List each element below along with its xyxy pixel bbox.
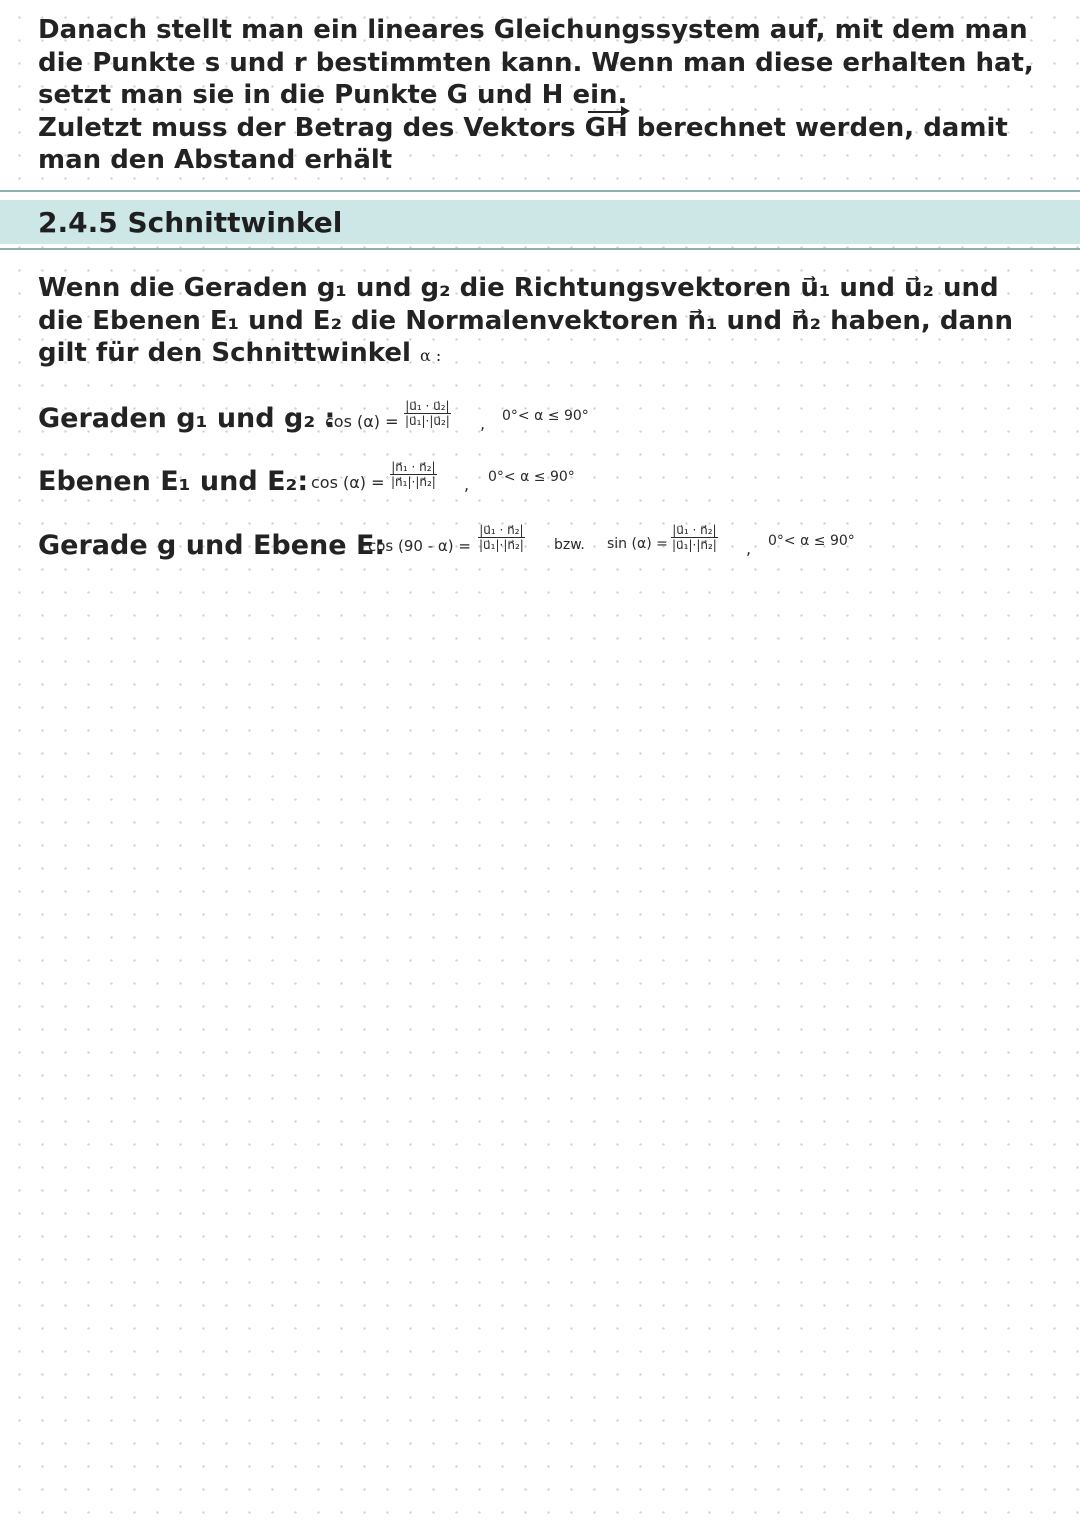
formula-label: Gerade g und Ebene E: [38, 530, 386, 561]
section-rule-top [0, 190, 1080, 192]
section-rule-bottom [0, 248, 1080, 250]
fraction-numerator: |n⃗₁ · n⃗₂| [391, 460, 436, 474]
formula-fraction [390, 460, 437, 489]
formula-separator: , [480, 414, 486, 433]
formula-separator: , [746, 539, 752, 558]
formula-label: Geraden g₁ und g₂ : [38, 403, 336, 434]
formula-planes [38, 460, 1038, 509]
fraction-denominator: |u⃗₁|·|u⃗₂| [405, 414, 450, 428]
vector-gh: GH [584, 112, 628, 143]
fraction-numerator: |u⃗₁ · n⃗₂| [672, 523, 717, 537]
formula-condition: 0°< α ≤ 90° [488, 469, 575, 485]
fraction-denominator: |u⃗₁|·|n⃗₂| [672, 538, 717, 552]
formula-lhs: cos (α) = [325, 412, 399, 431]
alpha-symbol: α : [420, 346, 442, 365]
formula-lhs-sine: sin (α) = [607, 536, 668, 552]
formula-or-word: bzw. [554, 537, 585, 553]
formula-lines [38, 399, 1038, 446]
fraction-denominator: |n⃗₁|·|n⃗₂| [391, 475, 436, 489]
formula-condition: 0°< α ≤ 90° [768, 533, 855, 549]
fraction-numerator: |u⃗₁ · u⃗₂| [405, 399, 450, 413]
intro-paragraph [38, 14, 1048, 177]
formula-lhs: cos (α) = [311, 473, 385, 492]
intro-text-2-end: berechnet werden, damit man den Abstand erhält [38, 112, 1008, 175]
formula-lhs: cos (90 - α) = [368, 537, 471, 555]
intro-text-2-start: Zuletzt muss der Betrag des Vektors [38, 112, 585, 143]
fraction-denominator: |u⃗₁|·|n⃗₂| [479, 538, 524, 552]
section-title: 2.4.5 Schnittwinkel [38, 206, 343, 239]
intro-text-2 [38, 112, 1048, 177]
formula-fraction-sine [671, 523, 718, 552]
definition-text [38, 272, 1048, 373]
definition-body: Wenn die Geraden g₁ und g₂ die Richtungsvektoren u⃗₁ und u⃗₂ und die Ebenen E₁ und E₂ die Normalenvektoren n⃗₁ und n⃗₂ haben, dann gilt für den Schnittwinkel [38, 273, 1014, 368]
formula-line-plane [38, 523, 1068, 573]
formula-fraction [404, 399, 451, 428]
formula-condition: 0°< α ≤ 90° [502, 408, 589, 424]
intro-text-1: Danach stellt man ein lineares Gleichungssystem auf, mit dem man die Punkte s und r bestimmten kann. Wenn man diese erhalten hat, setzt man sie in die Punkte G und H ein. [38, 15, 1034, 110]
fraction-numerator: |u⃗₁ · n⃗₂| [479, 523, 524, 537]
formula-separator: , [464, 475, 470, 494]
formula-fraction [478, 523, 525, 552]
formula-label: Ebenen E₁ und E₂: [38, 466, 309, 497]
